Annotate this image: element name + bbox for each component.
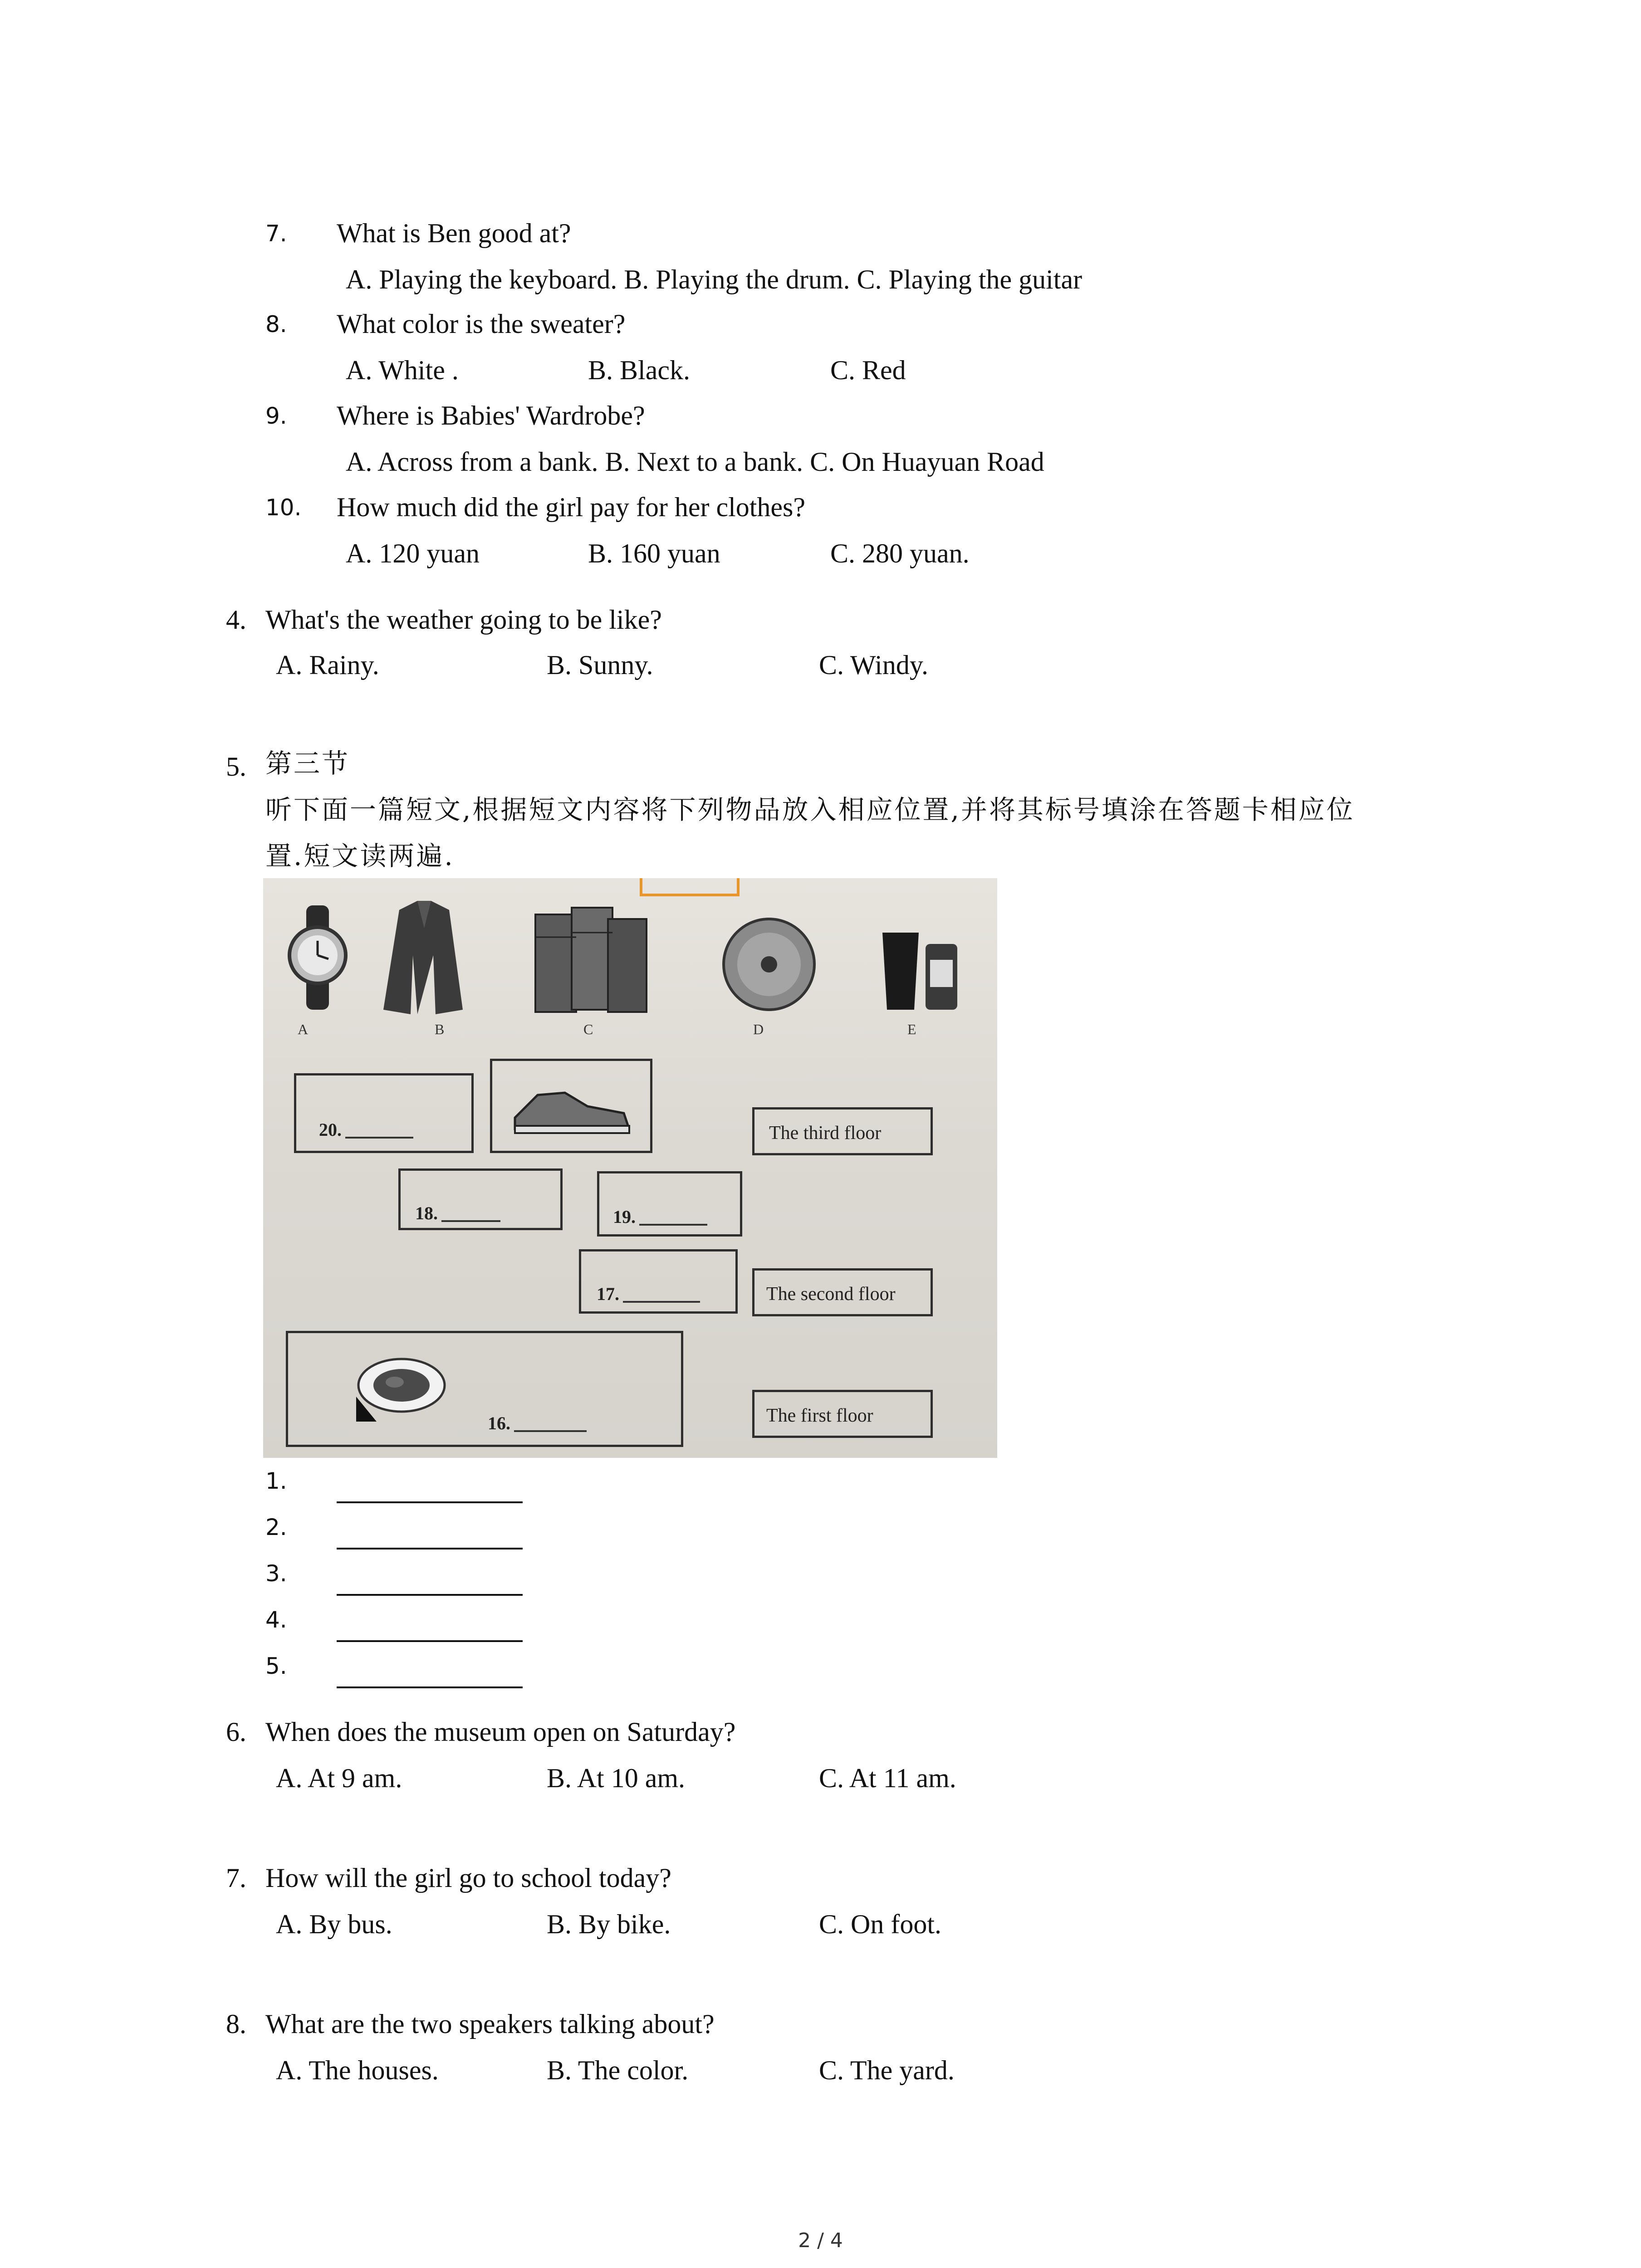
item-letter: A	[298, 1021, 309, 1037]
section-heading: 第三节	[265, 748, 350, 779]
slot-box	[294, 1073, 474, 1153]
option-b: B. Black.	[588, 355, 690, 385]
floor-label: The third floor	[769, 1123, 882, 1144]
question-text: Where is Babies' Wardrobe?	[337, 401, 645, 430]
corner-tab-icon	[356, 1397, 379, 1424]
option-b: B. Sunny.	[547, 650, 653, 680]
slot-label: 19.	[613, 1207, 636, 1227]
answer-blank[interactable]	[337, 1548, 523, 1549]
option-b: B. By bike.	[547, 1909, 671, 1939]
item-letter: D	[753, 1021, 764, 1037]
option-a: A. At 9 am.	[276, 1763, 402, 1793]
question-number: 7.	[226, 1863, 246, 1893]
slot-box	[398, 1168, 563, 1230]
question-number: 5.	[226, 752, 246, 782]
blank-number: 3.	[265, 1560, 287, 1587]
books-icon	[535, 908, 647, 1012]
cd-icon	[724, 919, 814, 1010]
option-c: C. The yard.	[819, 2055, 955, 2085]
answer-blank[interactable]	[337, 1640, 523, 1642]
item-letter: E	[907, 1021, 916, 1037]
slot-box	[286, 1331, 683, 1447]
blank-number: 1.	[265, 1468, 287, 1494]
question-text: What are the two speakers talking about?	[265, 2009, 715, 2039]
items-row	[281, 901, 989, 1019]
question-text: What is Ben good at?	[337, 218, 571, 248]
section-instruction: 听下面一篇短文,根据短文内容将下列物品放入相应位置,并将其标号填涂在答题卡相应位	[265, 794, 1355, 825]
watch-icon	[289, 905, 346, 1010]
shelf-figure	[263, 878, 997, 1458]
option-line: A. Across from a bank. B. Next to a bank. C. On Huayuan Road	[346, 447, 1044, 477]
question-number: 10.	[265, 494, 302, 521]
blank-number: 2.	[265, 1514, 287, 1540]
slot-label: 18.	[415, 1203, 438, 1223]
option-a: A. White .	[346, 355, 459, 385]
option-c: C. On foot.	[819, 1909, 941, 1939]
question-text: What color is the sweater?	[337, 309, 626, 339]
answer-blank[interactable]	[337, 1501, 523, 1503]
question-number: 8.	[226, 2009, 246, 2039]
option-c: C. Red	[830, 355, 906, 385]
item-letter: C	[583, 1021, 593, 1037]
question-text: How much did the girl pay for her clothes?	[337, 492, 806, 522]
sneaker-icon	[510, 1086, 633, 1136]
option-line: A. Playing the keyboard. B. Playing the drum. C. Playing the guitar	[346, 264, 1083, 294]
question-number: 9.	[265, 403, 287, 429]
floor-label-box	[752, 1268, 933, 1316]
answer-blank[interactable]	[337, 1686, 523, 1688]
blank-number: 4.	[265, 1607, 287, 1633]
option-a: A. Rainy.	[276, 650, 379, 680]
option-c: C. At 11 am.	[819, 1763, 956, 1793]
sneaker-box	[490, 1059, 652, 1153]
floor-label: The first floor	[766, 1405, 873, 1426]
option-b: B. The color.	[547, 2055, 689, 2085]
option-a: A. 120 yuan	[346, 538, 480, 568]
slot-box	[579, 1249, 738, 1314]
option-b: B. 160 yuan	[588, 538, 720, 568]
question-text: What's the weather going to be like?	[265, 605, 662, 635]
floor-label: The second floor	[766, 1284, 896, 1305]
option-b: B. At 10 am.	[547, 1763, 686, 1793]
slot-label: 16.	[488, 1413, 510, 1433]
orange-highlight	[640, 878, 740, 896]
option-c: C. Windy.	[819, 650, 928, 680]
question-number: 6.	[226, 1717, 246, 1747]
question-number: 4.	[226, 605, 246, 635]
page-number: 2 / 4	[798, 2229, 843, 2252]
blank-number: 5.	[265, 1653, 287, 1679]
item-letter: B	[435, 1021, 445, 1037]
floor-label-box	[752, 1390, 933, 1438]
option-a: A. The houses.	[276, 2055, 439, 2085]
drink-icon	[882, 933, 957, 1010]
question-number: 8.	[265, 311, 287, 337]
slot-label: 20.	[319, 1119, 342, 1140]
question-number: 7.	[265, 220, 287, 247]
option-c: C. 280 yuan.	[830, 538, 970, 568]
section-instruction: 置.短文读两遍.	[265, 841, 455, 871]
floor-label-box	[752, 1107, 933, 1155]
answer-blank[interactable]	[337, 1594, 523, 1596]
slot-box	[597, 1171, 742, 1237]
question-text: How will the girl go to school today?	[265, 1863, 671, 1893]
option-a: A. By bus.	[276, 1909, 392, 1939]
question-text: When does the museum open on Saturday?	[265, 1717, 736, 1747]
jacket-icon	[383, 901, 463, 1014]
slot-label: 17.	[597, 1284, 619, 1304]
